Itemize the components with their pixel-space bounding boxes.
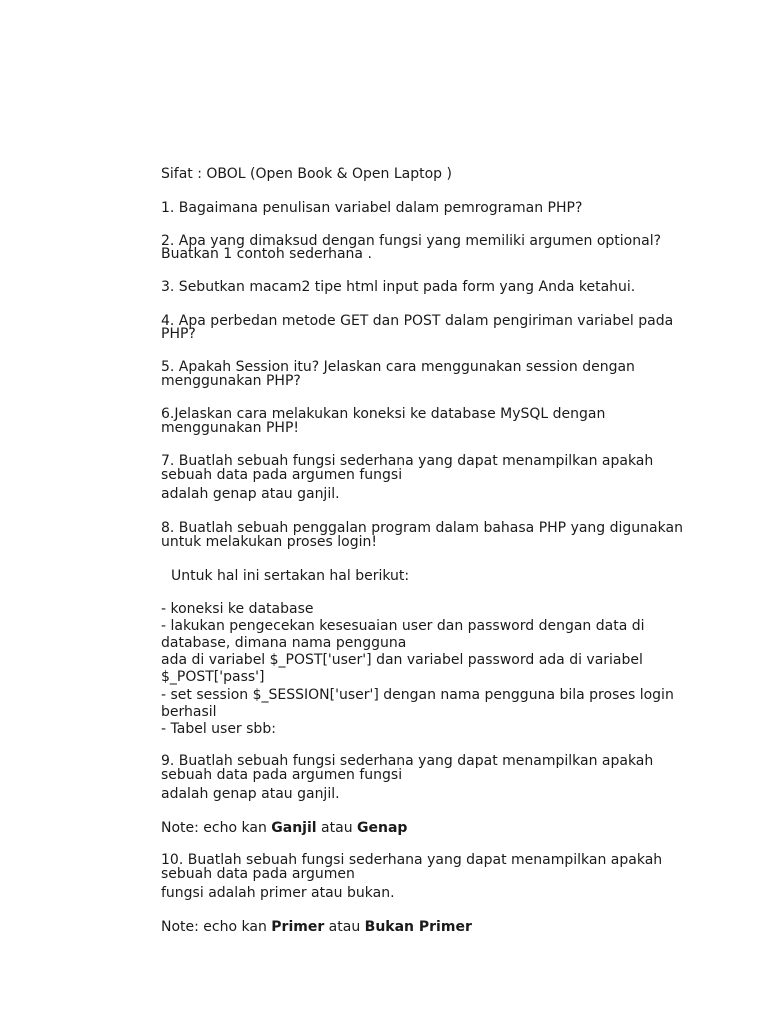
note-connector: atau [316,820,358,836]
question-10-line-2: sebuah data pada argumen [161,866,355,882]
question-5-line-1: 5. Apakah Session itu? Jelaskan cara menggunakan session dengan [161,359,635,375]
question-8-bullet-2-line-1: - lakukan pengecekan kesesuaian user dan password dengan data di [161,618,645,634]
note-ganjil-genap [161,820,701,837]
question-9-line-1: 9. Buatlah sebuah fungsi sederhana yang dapat menampilkan apakah [161,753,654,769]
question-10-line-1: 10. Buatlah sebuah fungsi sederhana yang dapat menampilkan apakah [161,852,663,868]
question-8-line-1: 8. Buatlah sebuah penggalan program dalam bahasa PHP yang digunakan [161,520,683,536]
question-7-line-1: 7. Buatlah sebuah fungsi sederhana yang dapat menampilkan apakah [161,453,654,469]
question-7-line-2: sebuah data pada argumen fungsi [161,467,403,483]
note-connector: atau [324,919,365,935]
question-1: 1. Bagaimana penulisan variabel dalam pemrograman PHP? [161,200,583,216]
question-8-bullet-3-line-1: ada di variabel $_POST['user'] dan variabel password ada di variabel [161,652,643,668]
question-3: 3. Sebutkan macam2 tipe html input pada form yang Anda ketahui. [161,279,636,295]
note-primer [161,919,701,936]
question-8-bullet-2-line-2: database, dimana nama pengguna [161,635,407,651]
note-bold-bukan-primer: Bukan Primer [364,919,472,935]
question-10-line-3: fungsi adalah primer atau bukan. [161,885,395,901]
question-4-line-2: PHP? [161,326,196,342]
question-8-bullet-4-line-1: - set session $_SESSION['user'] dengan nama pengguna bila proses login [161,687,674,703]
question-2-line-2: Buatkan 1 contoh sederhana . [161,246,372,262]
note-bold-primer: Primer [271,919,325,935]
note-prefix: Note: echo kan [161,919,272,935]
note-bold-ganjil: Ganjil [271,820,317,836]
question-2-line-1: 2. Apa yang dimaksud dengan fungsi yang memiliki argumen optional? [161,233,662,249]
note-bold-genap: Genap [357,820,408,836]
question-6-line-1: 6.Jelaskan cara melakukan koneksi ke database MySQL dengan [161,406,606,422]
question-9-line-3: adalah genap atau ganjil. [161,786,340,802]
question-8-bullet-4-line-2: berhasil [161,704,217,720]
question-9-line-2: sebuah data pada argumen fungsi [161,767,403,783]
question-8-bullet-3-line-2: $_POST['pass'] [161,669,265,685]
question-7-line-3: adalah genap atau ganjil. [161,486,340,502]
question-8-bullet-1: - koneksi ke database [161,601,314,617]
question-5-line-2: menggunakan PHP? [161,373,301,389]
question-8-intro: Untuk hal ini sertakan hal berikut: [171,568,410,584]
question-4-line-1: 4. Apa perbedan metode GET dan POST dalam pengiriman variabel pada [161,313,674,329]
sifat-line: Sifat : OBOL (Open Book & Open Laptop ) [161,166,452,182]
question-8-line-2: untuk melakukan proses login! [161,534,377,550]
question-6-line-2: menggunakan PHP! [161,420,300,436]
note-prefix: Note: echo kan [161,820,272,836]
question-8-bullet-5: - Tabel user sbb: [161,721,276,737]
